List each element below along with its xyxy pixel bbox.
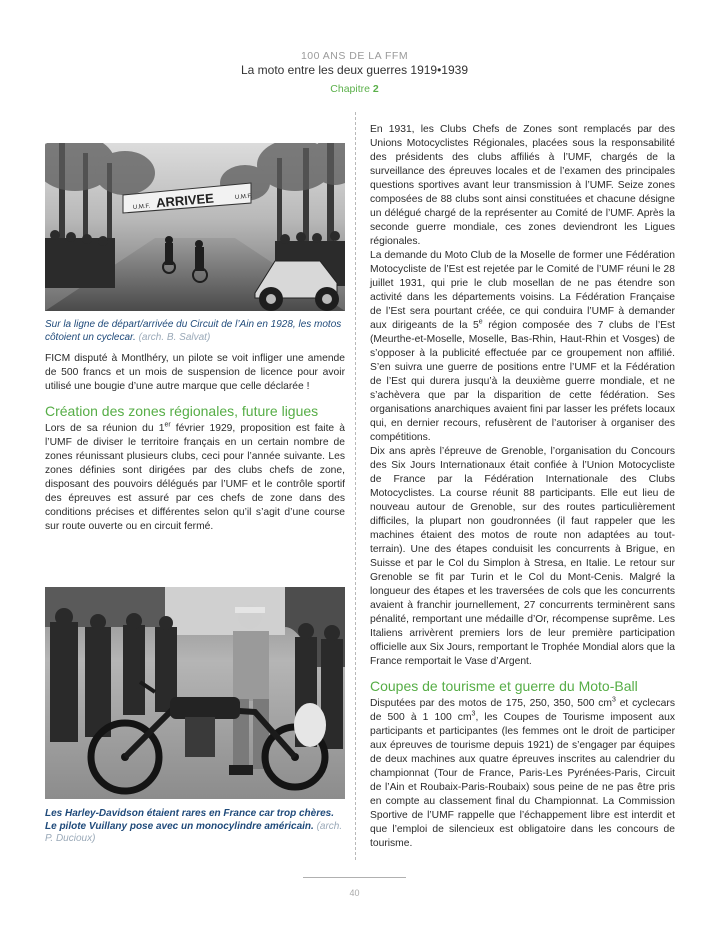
left-paragraph-1: FICM disputé à Montlhéry, un pilote se voit infliger une amende de 500 francs et un mois de suspension de licence pour avoir utilisé une bougie d’une autre marque que celle déclarée ! (45, 353, 345, 392)
right-para-2-b: région composée des 7 clubs de l’Est (Meurthe-et-Moselle, Moselle, Bas-Rhin, Haut-Rhin et Vosges) de s’opposer à la publicité effectuée par ce groupement non affilié. S’en suivra une guerre de positions entre l’UMF et la Fédération de l’Est qui durera jusqu’à la deuxième guerre mondiale, et ne s’achèvera que par la disparition de cette fédération. Ses organisations anarchiques avaient fini par lasser les préfets locaux qui, en dernier recours, refusèrent de l’autoriser à organiser des compétitions. (370, 320, 675, 443)
caption-2-credit: (arch. P. Ducioux) (45, 820, 343, 844)
chapter-number: 2 (372, 83, 379, 95)
left-paragraph-2 (45, 422, 345, 534)
photo-circuit-ain (45, 143, 345, 311)
right-para-4-sup2: 3 (471, 710, 476, 718)
caption-1-credit: (arch. B. Salvat) (138, 331, 211, 343)
column-divider (355, 112, 356, 860)
chapter-label (0, 83, 709, 96)
caption-1-text: Sur la ligne de départ/arrivée du Circuit de l’Ain en 1928, les motos côtoient un cyclecar. (45, 319, 342, 343)
caption-2-text: Les Harley-Davidson étaient rares en France car trop chères. Le pilote Vuillany pose avec un monocylindre américain. (45, 808, 335, 832)
banner-umf-left: U.M.F. (132, 203, 151, 211)
series-title: 100 ANS DE LA FFM (300, 50, 409, 62)
right-paragraph-2 (370, 249, 675, 445)
right-column-text (370, 123, 675, 851)
banner-umf-right: U.M.F. (234, 193, 253, 201)
photo-circuit-ain-caption (45, 319, 345, 344)
right-paragraph-1: En 1931, les Clubs Chefs de Zones sont remplacés par des Unions Motocyclistes Régionales, placées sous la responsabilité des présidents des clubs affiliés à l’UMF, chargés de la surveillance des épreuves locales et de l’examen des principales questions sportives avant leur transmission à l’UMF. Seize zones composées de 88 clubs sont ainsi constituées et chacune désigne un délégué chargé de la représenter au Comité de l’UMF. Après la seconde guerre mondiale, ces zones deviendront les Ligues régionales. (370, 124, 675, 247)
heading-coupes-tourisme: Coupes de tourisme et guerre du Moto-Ball (370, 678, 638, 694)
book-subtitle: La moto entre les deux guerres 1919•1939 (240, 63, 469, 77)
photo-harley-davidson (45, 587, 345, 799)
photo-harley-caption (45, 808, 345, 846)
left-para-2-b: février 1929, proposition est faite à l’UMF de diviser le territoire français en un certain nombre de zones réunissant plusieurs clubs, ceci pour l’année suivante. Les zones définies sont dirigées par des clubs chefs de zone, disposant des pouvoirs délégués par l’UMF et le contrôle sportif des épreuves est assuré par ces chefs de zone dans des conditions précises et différentes selon qu’il s’agit d’une course sur route ouverte ou en circuit fermé. (45, 423, 345, 532)
photo-circuit-ain-image (45, 143, 345, 311)
right-para-4-sup: 3 (611, 696, 616, 704)
right-para-4-b: et cyclecars de 500 à 1 100 cm (370, 698, 675, 723)
page-header (0, 50, 709, 96)
right-para-4-c: , les Coupes de Tourisme imposent aux participants et participantes (les femmes ont le droit de participer aux épreuves de tourisme depuis 1921) de s’engager par équipes de deux machines aux quatre épreuves inscrites au calendrier du championnat (Tour de France, Paris-Les Pyrénées-Paris, Circuit de l’Ain et Roubaix-Paris-Roubaix) sous peine de ne pas être pris en compte au classement final du Championnat. La Commission Sportive de l’UMF rappelle que l’échappement libre est interdit et que l’emploi de silencieux est obligatoire dans les concours de tourisme. (370, 712, 676, 849)
left-para-2-sup: er (164, 421, 171, 429)
right-para-2-a: La demande du Moto Club de la Moselle de former une Fédération Motocycliste de l’Est est rejetée par le Comité de l’UMF réuni le 28 juillet 1931, qui prie le club mosellan de ne pas étendre son activité dans les départements voisins. La Fédération Française de l’Est sera pourtant créée, ce qui conduira l’UMF à demander aux dirigeants de la 5 (370, 250, 675, 331)
left-column-text (45, 352, 345, 534)
right-para-2-sup: e (478, 318, 483, 326)
page-number: 40 (349, 888, 360, 898)
right-paragraph-3: Dix ans après l’épreuve de Grenoble, l’organisation du Concours des Six Jours Internationaux était confiée à l’Union Motocycliste de France par la Fédération Internationale des Clubs Motocyclistes. La course réunit 88 participants. Elle eut lieu de nouveau autour de Grenoble, sur des routes particulièrement difficiles, la plupart non goudronnées (il faut rappeler que les machines étaient des motos de route non adaptées au tout-terrain). Une des étapes conduisit les concurrents à Brigue, en Suisse et par le Col du Simplon à Stresa, en Italie. Le retour sur Grenoble se fit par Turin et le Col du Mont-Cenis. Malgré la longueur des étapes et les traversées de cols que les concurrents avaient à franchir journellement, 27 concurrents terminèrent sans pénalité, remportant une médaille d’Or, récompense suprême. Les Italiens arrivèrent premiers lors de leur première participation officielle aux Six Jours, remportant le Trophée Mondial alors que la France remportait le Vase d’Argent. (370, 446, 675, 667)
right-paragraph-4 (370, 697, 675, 851)
heading-zones-regionales: Création des zones régionales, future ligues (45, 403, 319, 419)
left-para-2-a: Lors de sa réunion du 1 (45, 423, 165, 434)
chapter-word: Chapitre (330, 83, 370, 95)
banner-arrivee-text: ARRIVEE (155, 190, 215, 211)
photo-harley-davidson-image (45, 587, 345, 799)
footer-rule (303, 877, 406, 878)
right-para-4-a: Disputées par des motos de 175, 250, 350, 500 cm (370, 698, 612, 709)
